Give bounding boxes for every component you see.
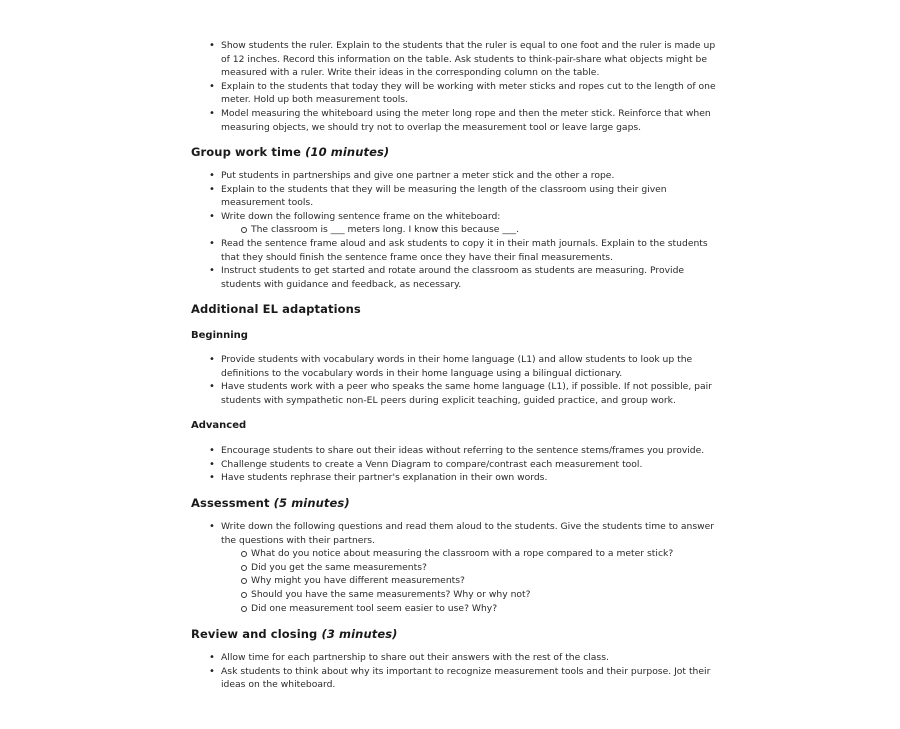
- beginning-heading: Beginning: [191, 330, 248, 341]
- group-work-heading: Group work time (10 minutes): [191, 145, 390, 159]
- advanced-heading: Advanced: [191, 420, 247, 431]
- assessment-list: [206, 520, 716, 615]
- list-item-text: Write down the following sentence frame on the whiteboard:: [221, 210, 501, 222]
- list-item: • Encourage students to share out their ideas without referring to the sentence stems/frames you provide.: [206, 444, 716, 458]
- sub-list-item: Should you have the same measurements? Why or why not?: [221, 588, 716, 602]
- list-item: • Model measuring the whiteboard using the meter long rope and then the meter stick. Reinforce that when measuring objects, we should try not to overlap the measurement tool or leave large gaps.: [206, 107, 716, 134]
- list-item: • Ask students to think about why its important to recognize measurement tools and their purpose. Jot their ideas on the whiteboard.: [206, 665, 716, 692]
- intro-list: [206, 39, 716, 134]
- list-item: [206, 520, 716, 615]
- sub-list-item: Did one measurement tool seem easier to use? Why?: [221, 602, 716, 616]
- list-item-text: Write down the following questions and read them aloud to the students. Give the students time to answer the questions with their partners.: [221, 521, 715, 546]
- list-item: • Have students work with a peer who speaks the same home language (L1), if possible. If not possible, pair students with sympathetic non-EL peers during explicit teaching, guided practice, and group work.: [206, 380, 716, 407]
- sub-list-item: What do you notice about measuring the classroom with a rope compared to a meter stick?: [221, 547, 716, 561]
- list-item: • Explain to the students that they will be measuring the length of the classroom using their given measurement tools.: [206, 183, 716, 210]
- review-list: [206, 651, 716, 692]
- sub-list: [221, 547, 716, 615]
- list-item: [206, 210, 716, 237]
- beginning-list: [206, 353, 716, 407]
- sub-list-item: Did you get the same measurements?: [221, 561, 716, 575]
- review-heading: Review and closing (3 minutes): [191, 627, 398, 641]
- list-item: • Allow time for each partnership to share out their answers with the rest of the class.: [206, 651, 716, 665]
- list-item: • Challenge students to create a Venn Diagram to compare/contrast each measurement tool.: [206, 458, 716, 472]
- advanced-list: [206, 444, 716, 485]
- sub-list-item: Why might you have different measurements?: [221, 574, 716, 588]
- group-work-list: [206, 169, 716, 291]
- list-item: • Put students in partnerships and give one partner a meter stick and the other a rope.: [206, 169, 716, 183]
- assessment-heading: Assessment (5 minutes): [191, 496, 350, 510]
- list-item: • Provide students with vocabulary words in their home language (L1) and allow students to look up the definitions to the vocabulary words in their home language using a bilingual dictionary.: [206, 353, 716, 380]
- list-item: • Explain to the students that today they will be working with meter sticks and ropes cut to the length of one meter. Hold up both measurement tools.: [206, 80, 716, 107]
- sub-list-item: The classroom is ___ meters long. I know this because ___.: [221, 223, 716, 237]
- list-item: • Show students the ruler. Explain to the students that the ruler is equal to one foot and the ruler is made up of 12 inches. Record this information on the table. Ask students to think-pair-share what objects might be measured with a ruler. Write their ideas in the corresponding column on the table.: [206, 39, 716, 80]
- sub-list: [221, 223, 716, 237]
- el-adaptations-heading: Additional EL adaptations: [191, 302, 361, 316]
- list-item: • Instruct students to get started and rotate around the classroom as students are measuring. Provide students with guidance and feedback, as necessary.: [206, 264, 716, 291]
- list-item: • Have students rephrase their partner's explanation in their own words.: [206, 471, 716, 485]
- list-item: • Read the sentence frame aloud and ask students to copy it in their math journals. Explain to the students that they should finish the sentence frame once they have their final measurements.: [206, 237, 716, 264]
